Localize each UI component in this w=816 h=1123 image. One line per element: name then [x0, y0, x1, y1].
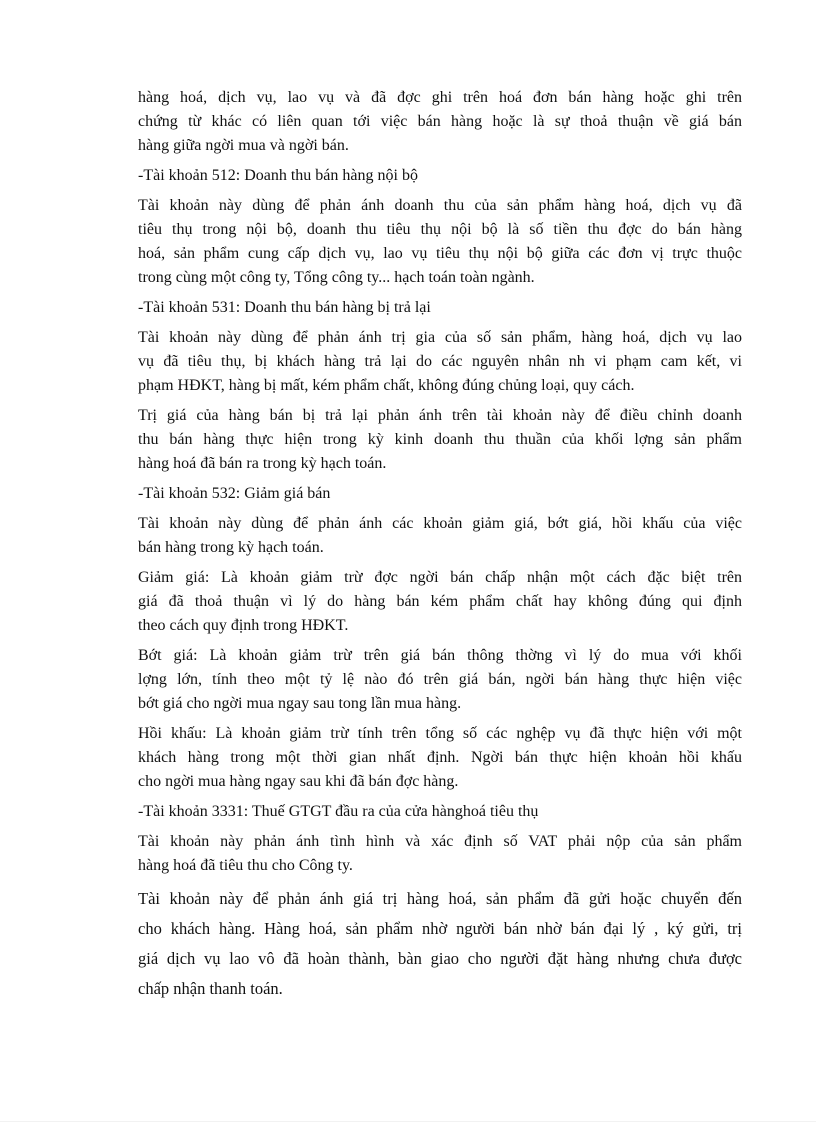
- text-line: Tài khoản này dùng để phản ánh các khoản giảm giá, bớt giá, hồi khấu của việc: [138, 515, 742, 532]
- text-line: vụ đã tiêu thụ, bị khách hàng trả lại do các nguyên nhân nh vi phạm cam kết, vi: [138, 353, 742, 370]
- paragraph-account-3331: [138, 830, 742, 878]
- paragraph-account-531: [138, 326, 742, 398]
- text-line: chấp nhận thanh toán.: [138, 979, 283, 998]
- text-line: phạm HĐKT, hàng bị mất, kém phẩm chất, không đúng chủng loại, quy cách.: [138, 377, 635, 394]
- text-line: khách hàng trong một thời gian nhất định. Ngời bán thực hiện khoản hồi khấu: [138, 749, 742, 766]
- paragraph-account-512: [138, 194, 742, 290]
- paragraph-account-532: [138, 512, 742, 560]
- paragraph-returned-goods-value: [138, 404, 742, 476]
- text-line: trong cùng một công ty, Tổng công ty... hạch toán toàn ngành.: [138, 269, 535, 286]
- text-line: hàng giữa ngời mua và ngời bán.: [138, 137, 349, 154]
- heading-account-3331: [138, 800, 742, 824]
- heading-text: -Tài khoản 532: Giảm giá bán: [138, 485, 331, 502]
- heading-text: -Tài khoản 3331: Thuế GTGT đầu ra của cửa hànghoá tiêu thụ: [138, 803, 539, 820]
- heading-text: -Tài khoản 512: Doanh thu bán hàng nội bộ: [138, 167, 418, 184]
- heading-account-512: [138, 164, 742, 188]
- text-line: giá dịch vụ lao vô đã hoàn thành, bàn giao cho người đặt hàng nhưng chưa được: [138, 949, 742, 968]
- text-line: Trị giá của hàng bán bị trả lại phản ánh trên tài khoản này để điều chỉnh doanh: [138, 407, 742, 424]
- paragraph-rebate: [138, 722, 742, 794]
- heading-account-532: [138, 482, 742, 506]
- text-line: giá đã thoả thuận vì lý do hàng bán kém phẩm chất hay không đúng qui định: [138, 593, 742, 610]
- text-line: Tài khoản này dùng để phản ánh trị gia của số sản phẩm, hàng hoá, dịch vụ lao: [138, 329, 742, 346]
- document-page: [138, 86, 742, 1010]
- text-line: tiêu thụ trong nội bộ, doanh thu tiêu thụ nội bộ là số tiền thu đợc do bán hàng: [138, 221, 742, 238]
- paragraph-intro: [138, 86, 742, 158]
- text-line: Tài khoản này phản ánh tình hình và xác định số VAT phải nộp của sản phẩm: [138, 833, 742, 850]
- text-line: cho ngời mua hàng ngay sau khi đã bán đợc hàng.: [138, 773, 459, 790]
- text-line: cho khách hàng. Hàng hoá, sản phẩm nhờ người bán nhờ bán đại lý , ký gửi, trị: [138, 919, 742, 938]
- text-line: Bớt giá: Là khoản giảm trừ trên giá bán thông thờng vì lý do mua với khối: [138, 647, 742, 664]
- paragraph-discount: [138, 644, 742, 716]
- text-line: lợng lớn, tính theo một tỷ lệ nào đó trên giá bán, ngời bán hàng thực hiện việc: [138, 671, 742, 688]
- text-line: bán hàng trong kỳ hạch toán.: [138, 539, 324, 556]
- text-line: bớt giá cho ngời mua ngay sau tong lần mua hàng.: [138, 695, 462, 712]
- text-line: Tài khoản này để phản ánh giá trị hàng hoá, sản phẩm đã gửi hoặc chuyển đến: [138, 889, 742, 908]
- text-line: hoá, sản phẩm cung cấp dịch vụ, lao vụ tiêu thụ nội bộ giữa các đơn vị trực thuộc: [138, 245, 742, 262]
- text-line: hàng hoá đã bán ra trong kỳ hạch toán.: [138, 455, 387, 472]
- text-line: hàng hoá, dịch vụ, lao vụ và đã đợc ghi trên hoá đơn bán hàng hoặc ghi trên: [138, 89, 742, 106]
- text-line: Giảm giá: Là khoản giảm trừ đợc ngời bán chấp nhận một cách đặc biệt trên: [138, 569, 742, 586]
- text-line: hàng hoá đã tiêu thu cho Công ty.: [138, 857, 353, 874]
- heading-text: -Tài khoản 531: Doanh thu bán hàng bị trả lại: [138, 299, 431, 316]
- page-bottom-edge: [0, 1121, 816, 1122]
- text-line: thu bán hàng thực hiện trong kỳ kinh doanh thu thuần của khối lợng sản phẩm: [138, 431, 742, 448]
- text-line: Hồi khấu: Là khoản giảm trừ tính trên tổng số các nghệp vụ đã thực hiện với một: [138, 725, 742, 742]
- text-line: Tài khoản này dùng để phản ánh doanh thu của sản phẩm hàng hoá, dịch vụ đã: [138, 197, 742, 214]
- text-line: theo cách quy định trong HĐKT.: [138, 617, 349, 634]
- text-line: chứng từ khác có liên quan tới việc bán hàng hoặc là sự thoả thuận về giá bán: [138, 113, 742, 130]
- paragraph-price-reduction: [138, 566, 742, 638]
- heading-account-531: [138, 296, 742, 320]
- paragraph-consigned-goods: [138, 884, 742, 1004]
